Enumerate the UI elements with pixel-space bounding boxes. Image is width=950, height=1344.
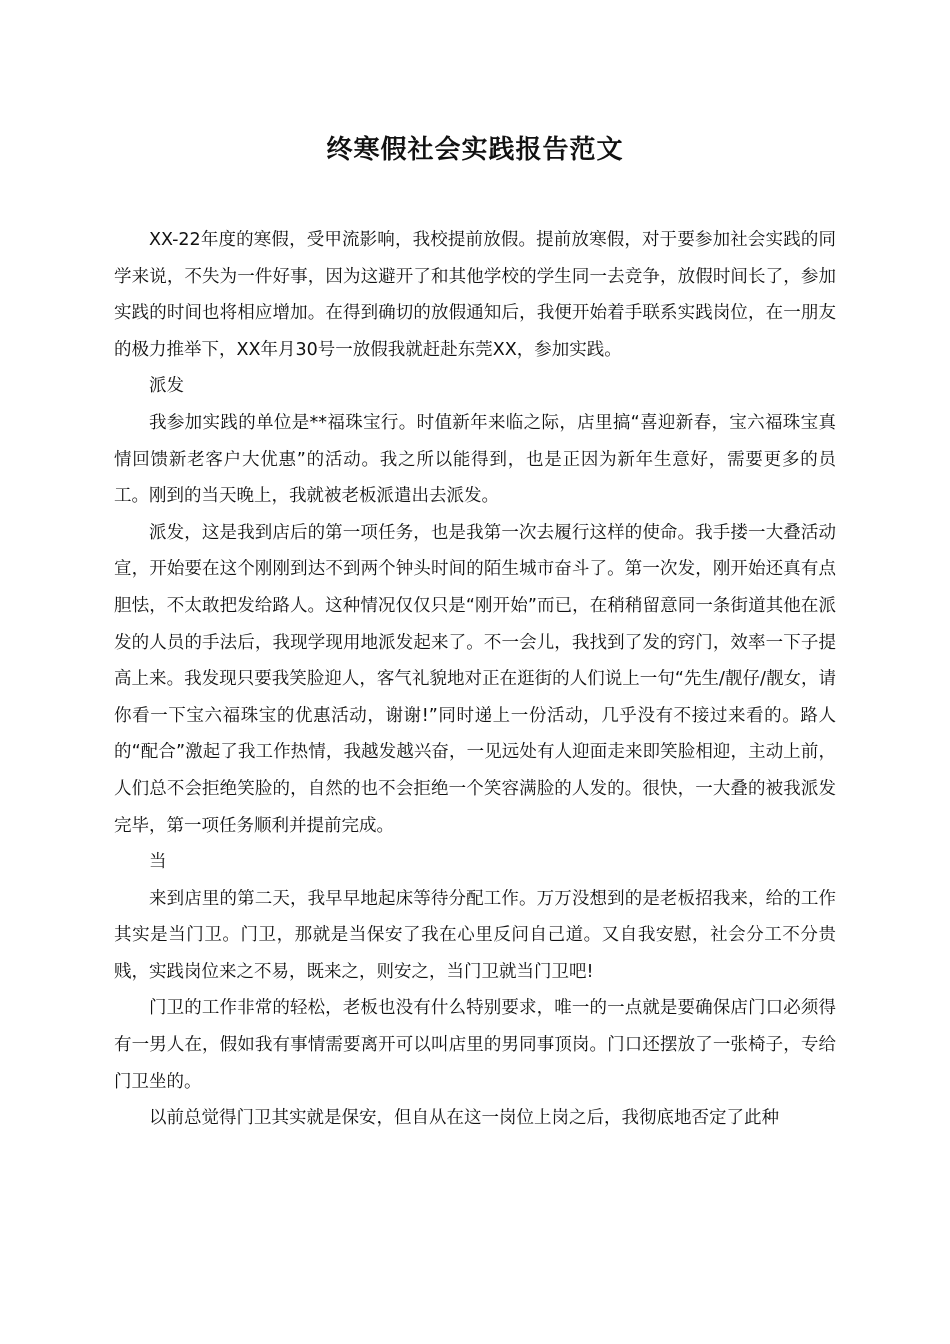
document-body: [114, 222, 836, 1137]
paragraph-intro: XX-22年度的寒假，受甲流影响，我校提前放假。提前放寒假，对于要参加社会实践的同学来说，不失为一件好事，因为这避开了和其他学校的学生同一去竞争，放假时间长了，参加实践的时间也将相应增加。在得到确切的放假通知后，我便开始着手联系实践岗位，在一朋友的极力推举下，XX年月30号一放假我就赶赴东莞XX，参加实践。: [114, 230, 836, 360]
paragraph-second-day: 来到店里的第二天，我早早地起床等待分配工作。万万没想到的是老板招我来，给的工作其实是当门卫。门卫，那就是当保安了我在心里反问自己道。又自我安慰，社会分工不分贵贱，实践岗位来之不易，既来之，则安之，当门卫就当门卫吧!: [114, 888, 836, 982]
paragraph-first-task: 派发，这是我到店后的第一项任务，也是我第一次去履行这样的使命。我手搂一大叠活动宣，开始要在这个刚刚到达不到两个钟头时间的陌生城市奋斗了。第一次发，刚开始还真有点胆怯，不太敢把发给路人。这种情况仅仅只是“刚开始”而已，在稍稍留意同一条街道其他在派发的人员的手法后，我现学现用地派发起来了。不一会儿，我找到了发的窍门，效率一下子提高上来。我发现只要我笑脸迎人，客气礼貌地对正在逛街的人们说上一句“先生/靓仔/靓女，请你看一下宝六福珠宝的优惠活动，谢谢!”同时递上一份活动，几乎没有不接过来看的。路人的“配合”激起了我工作热情，我越发越兴奋，一见远处有人迎面走来即笑脸相迎，主动上前，人们总不会拒绝笑脸的，自然的也不会拒绝一个笑容满脸的人发的。很快，一大叠的被我派发完毕，第一项任务顺利并提前完成。: [114, 522, 836, 836]
paragraph-doorman-duty: 门卫的工作非常的轻松，老板也没有什么特别要求，唯一的一点就是要确保店门口必须得有一男人在，假如我有事情需要离开可以叫店里的男同事顶岗。门口还摆放了一张椅子，专给门卫坐的。: [114, 998, 836, 1092]
paragraph-reflection: 以前总觉得门卫其实就是保安，但自从在这一岗位上岗之后，我彻底地否定了此种: [149, 1108, 779, 1129]
document-title: 终寒假社会实践报告范文: [326, 135, 624, 165]
paragraph-employer: 我参加实践的单位是**福珠宝行。时值新年来临之际，店里搞“喜迎新春，宝六福珠宝真情回馈新老客户大优惠”的活动。我之所以能得到，也是正因为新年生意好，需要更多的员工。刚到的当天晚上，我就被老板派遣出去派发。: [114, 412, 836, 507]
section-heading-distribute: 派发: [149, 376, 184, 397]
section-heading-doorman: 当: [149, 852, 167, 873]
